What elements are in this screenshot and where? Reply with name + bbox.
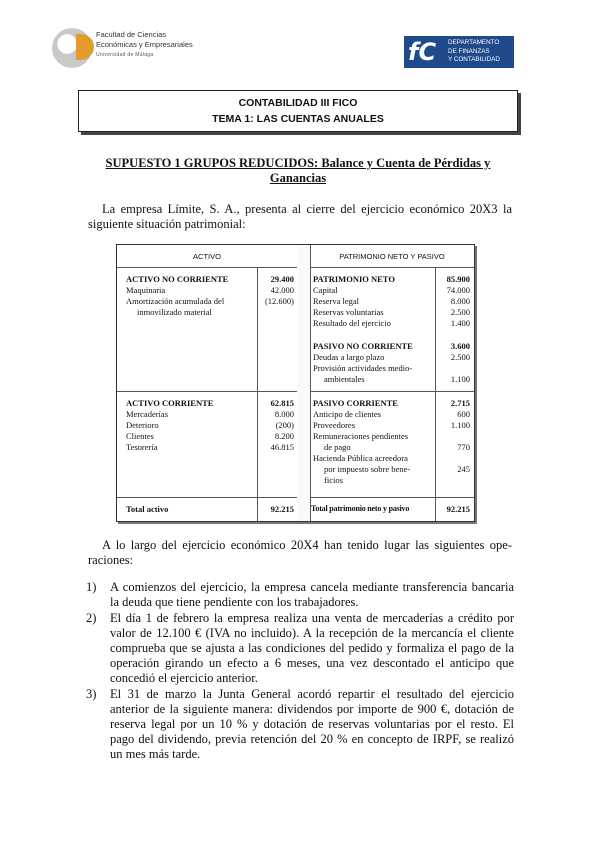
faculty-name-line1: Facultad de Ciencias: [96, 30, 167, 39]
maquinaria-value: 42.000: [270, 285, 294, 295]
department-logo-text: [448, 39, 500, 65]
faculty-emblem-icon: [52, 28, 92, 68]
clientes-value: 8.200: [274, 431, 294, 441]
operation-item: [86, 580, 514, 610]
total-pasivo-label: Total patrimonio neto y pasivo: [311, 504, 410, 513]
pn-total: 85.900: [446, 274, 470, 284]
total-pasivo-value: 92.215: [446, 504, 470, 514]
tesoreria-value: 46.815: [270, 442, 294, 452]
faculty-logo-text: [96, 30, 193, 60]
pc-total: 2.715: [450, 398, 470, 408]
remuneraciones-label-2: de pago: [324, 442, 351, 452]
operation-text: A comienzos del ejercicio, la empresa cancela mediante transferencia bancaria la deuda que tiene pendiente con los trabajadores.: [110, 580, 514, 609]
pc-label: PASIVO CORRIENTE: [313, 398, 398, 408]
proveedores-label: Proveedores: [313, 420, 356, 430]
row-divider: [117, 267, 474, 268]
hacienda-label-3: ficios: [324, 475, 343, 485]
resultado-label: Resultado del ejercicio: [313, 318, 391, 328]
department-line1: DEPARTAMENTO: [448, 39, 500, 46]
provision-value: 1.100: [450, 374, 470, 384]
amortizacion-label-2: inmovilizado material: [137, 307, 212, 317]
operations-intro-line1: A lo largo del ejercicio económico 20X4 han tenido lugar las siguientes ope-: [102, 538, 512, 552]
row-divider: [117, 497, 474, 498]
provision-label: Provisión actividades medio-: [313, 363, 413, 373]
department-line2: DE FINANZAS: [448, 47, 490, 55]
resultado-value: 1.400: [450, 318, 470, 328]
mercaderias-value: 8.000: [274, 409, 294, 419]
intro-paragraph: [88, 202, 512, 232]
maquinaria-label: Maquinaria: [126, 285, 166, 295]
anticipo-clientes-label: Anticipo de clientes: [313, 409, 381, 419]
proveedores-value: 1.100: [450, 420, 470, 430]
balance-sheet-table: [116, 244, 475, 522]
operation-number: 2): [86, 611, 97, 625]
exercise-heading-line2: Ganancias: [269, 171, 327, 185]
faculty-logo: [52, 28, 212, 72]
pnc-total: 3.600: [450, 341, 470, 351]
amortizacion-value: (12.600): [264, 296, 294, 306]
anticipo-clientes-value: 600: [457, 409, 470, 419]
amortizacion-label: Amortización acumulada del: [126, 296, 225, 306]
operations-intro: [88, 538, 512, 568]
total-activo-label: Total activo: [126, 504, 169, 514]
remuneraciones-label: Remuneraciones pendientes: [313, 431, 409, 441]
clientes-label: Clientes: [126, 431, 154, 441]
operations-intro-line2: raciones:: [88, 553, 134, 567]
university-name: Universidad de Málaga: [96, 52, 154, 58]
provision-label-2: ambientales: [324, 374, 365, 384]
ac-total: 62.815: [270, 398, 294, 408]
deudas-lp-value: 2.500: [450, 352, 470, 362]
exercise-heading: [88, 156, 508, 186]
hacienda-label-2: por impuesto sobre bene-: [324, 464, 411, 474]
activo-header: ACTIVO: [193, 252, 221, 261]
total-activo-value: 92.215: [270, 504, 294, 514]
reservas-voluntarias-label: Reservas voluntarias: [313, 307, 384, 317]
intro-line2: siguiente situación patrimonial:: [88, 217, 246, 231]
operations-list: [86, 580, 514, 763]
faculty-name-line2: Económicas y Empresariales: [96, 40, 193, 49]
row-divider: [117, 391, 474, 392]
tesoreria-label: Tesorería: [126, 442, 158, 452]
department-line3: Y CONTABILIDAD: [448, 56, 500, 63]
capital-value: 74.000: [446, 285, 470, 295]
operation-item: [86, 687, 514, 762]
title-box: [78, 90, 518, 132]
ac-label: ACTIVO CORRIENTE: [126, 398, 214, 408]
anc-label: ACTIVO NO CORRIENTE: [126, 274, 229, 284]
operation-number: 1): [86, 580, 97, 594]
exercise-heading-line1: SUPUESTO 1 GRUPOS REDUCIDOS: Balance y Cuenta de Pérdidas y: [105, 156, 491, 170]
operation-item: [86, 611, 514, 686]
pn-label: PATRIMONIO NETO: [313, 274, 395, 284]
deterioro-label: Deterioro: [126, 420, 159, 430]
hacienda-label: Hacienda Pública acreedora: [313, 453, 408, 463]
capital-label: Capital: [313, 285, 338, 295]
topic-title: TEMA 1: LAS CUENTAS ANUALES: [212, 113, 384, 125]
deudas-lp-label: Deudas a largo plazo: [313, 352, 385, 362]
reserva-legal-value: 8.000: [450, 296, 470, 306]
deterioro-value: (200): [275, 420, 294, 430]
pnc-label: PASIVO NO CORRIENTE: [313, 341, 413, 351]
department-mark: fC: [408, 38, 437, 66]
table-gap: [297, 245, 310, 521]
operation-number: 3): [86, 687, 97, 701]
operation-text: El 31 de marzo la Junta General acordó repartir el resultado del ejercicio anterior de la siguiente manera: dividendos por importe de 900 €, dotación de reserva legal por un 10 % y dotación de reservas voluntarias por el resto. El pago del dividendo, previa retención del 20 % en concepto de IRPF, se realizó un mes más tarde.: [110, 687, 514, 761]
department-logo: [404, 36, 514, 68]
course-title: CONTABILIDAD III FICO: [238, 97, 358, 109]
mercaderias-label: Mercaderías: [126, 409, 169, 419]
operation-text: El día 1 de febrero la empresa realiza una venta de mercaderías a crédito por valor de 12.100 € (IVA no incluido). A la recepción de la mercancía el cliente comprueba que se ajusta a las condiciones del pedido y formaliza el pago de la operación girando un efecto a 6 meses, una vez descontado el anticipo que concedió el ejercicio anterior.: [110, 611, 514, 685]
reserva-legal-label: Reserva legal: [313, 296, 360, 306]
col-divider: [310, 245, 311, 521]
anc-total: 29.400: [270, 274, 294, 284]
intro-line1: La empresa Límite, S. A., presenta al cierre del ejercicio económico 20X3 la: [102, 202, 512, 216]
remuneraciones-value: 770: [457, 442, 470, 452]
reservas-voluntarias-value: 2.500: [450, 307, 470, 317]
hacienda-value: 245: [457, 464, 470, 474]
pasivo-header: PATRIMONIO NETO Y PASIVO: [339, 252, 445, 261]
